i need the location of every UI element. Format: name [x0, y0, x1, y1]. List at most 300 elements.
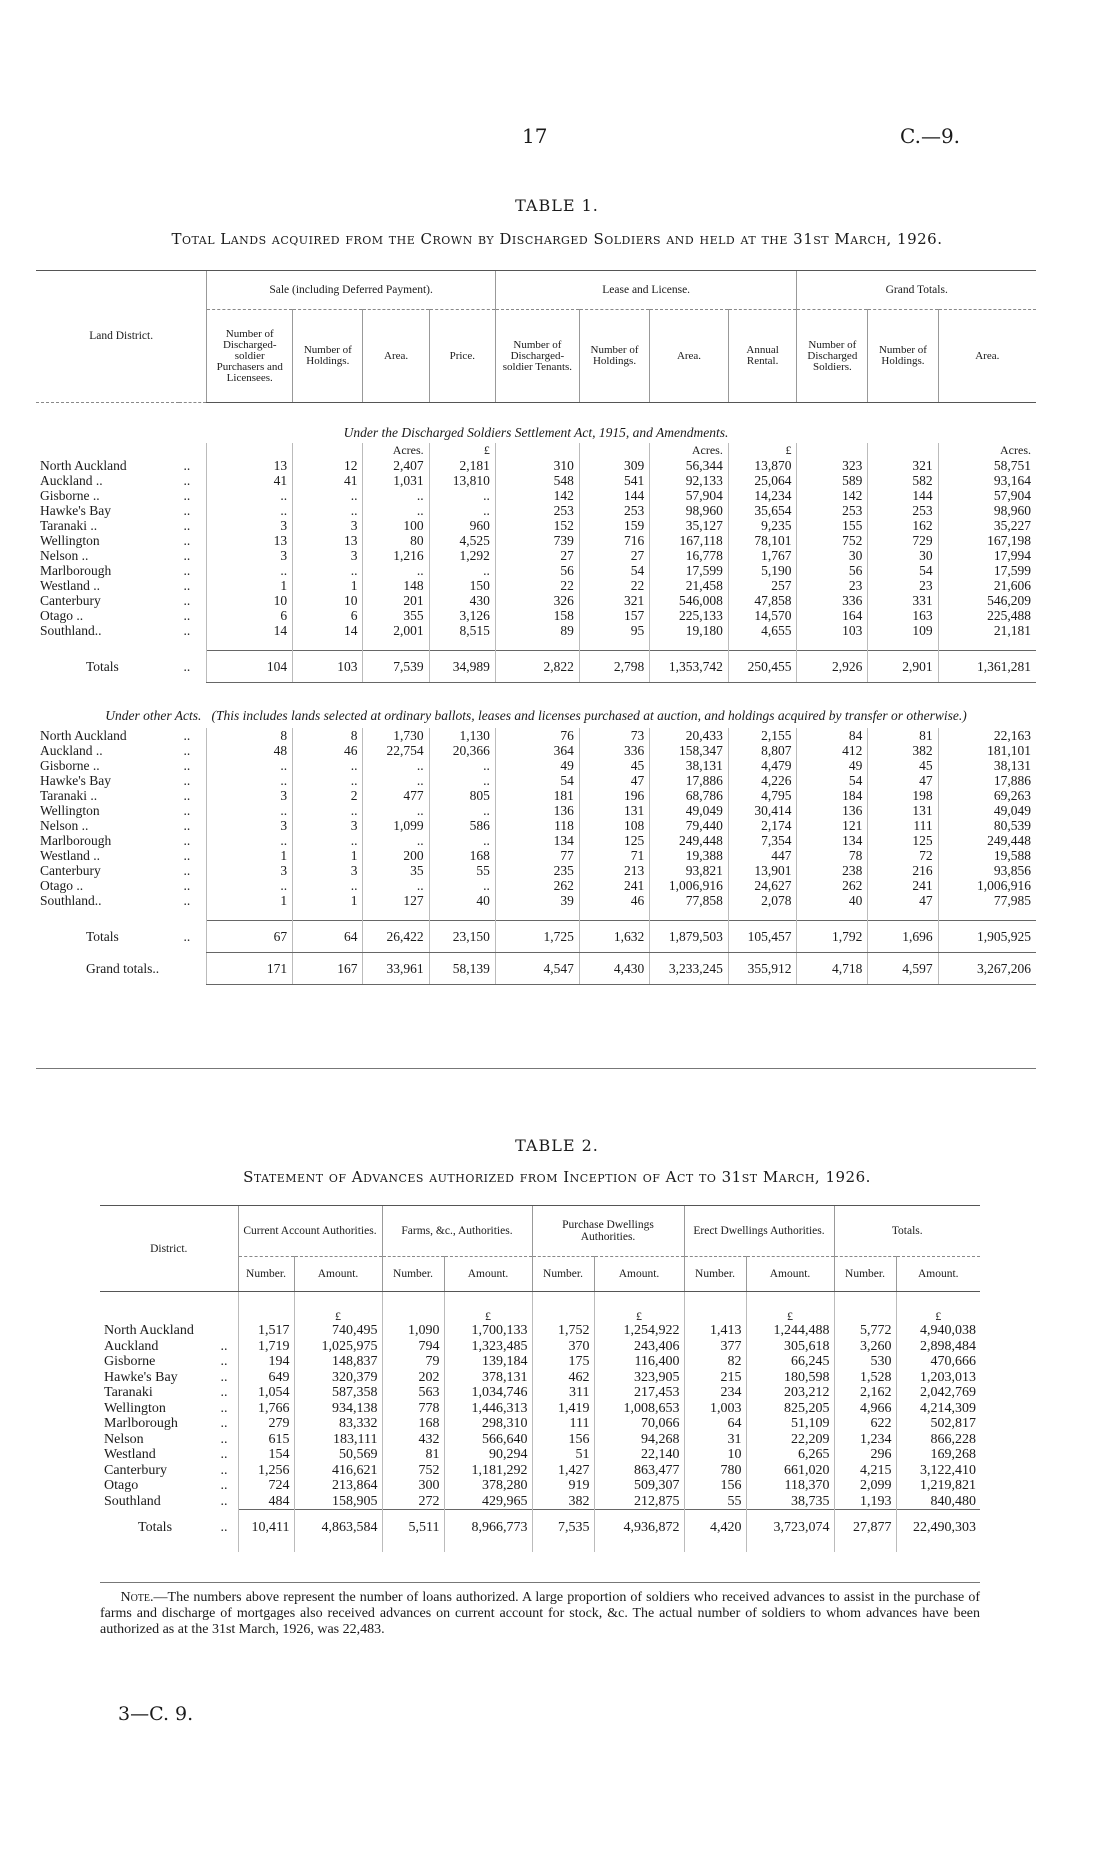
unit-pounds: £	[429, 443, 495, 458]
value-cell: 144	[579, 488, 649, 503]
col-lease-tenants: Number of Discharged-soldier Tenants.	[495, 310, 579, 403]
section1-heading: Under the Discharged Soldiers Settlement Act, 1915, and Amendments.	[343, 425, 729, 440]
value-cell: 234	[684, 1385, 746, 1401]
value-cell: ..	[293, 488, 363, 503]
table1-bottom-rule	[36, 1068, 1036, 1069]
value-cell: 5,190	[728, 563, 797, 578]
value-cell: 38,131	[650, 758, 729, 773]
value-cell: 321	[868, 458, 938, 473]
value-cell: 4,936,872	[594, 1510, 684, 1552]
value-cell: 134	[797, 833, 868, 848]
table-cell	[834, 1292, 896, 1324]
value-cell: 298,310	[444, 1416, 532, 1432]
section2-title: Under other Acts.	[105, 708, 202, 723]
value-cell: 477	[363, 788, 429, 803]
value-cell: 382	[868, 743, 938, 758]
value-cell: 331	[868, 593, 938, 608]
value-cell: 470,666	[896, 1354, 980, 1370]
table-row	[100, 1354, 980, 1370]
col-amount: Amount.	[896, 1257, 980, 1292]
value-cell: 1,752	[532, 1323, 594, 1339]
value-cell: 7,535	[532, 1510, 594, 1552]
value-cell: 1,130	[429, 728, 495, 743]
value-cell: 54	[797, 773, 868, 788]
unit-pounds: £	[746, 1292, 834, 1324]
table2-title: TABLE 2.	[515, 1136, 599, 1155]
value-cell: 2,898,484	[896, 1339, 980, 1355]
value-cell: 364	[495, 743, 579, 758]
value-cell: 79	[382, 1354, 444, 1370]
value-cell: 1,730	[363, 728, 429, 743]
value-cell: 76	[495, 728, 579, 743]
value-cell: 17,886	[650, 773, 729, 788]
value-cell: 378,280	[444, 1478, 532, 1494]
value-cell: 20,366	[429, 743, 495, 758]
value-cell: 30	[797, 548, 868, 563]
value-cell: 1,234	[834, 1432, 896, 1448]
value-cell: 144	[868, 488, 938, 503]
value-cell: 136	[495, 803, 579, 818]
value-cell: 13	[207, 533, 293, 548]
value-cell: 1,696	[868, 921, 938, 953]
value-cell: 158,905	[294, 1494, 382, 1510]
value-cell: 175	[532, 1354, 594, 1370]
value-cell: 1,181,292	[444, 1463, 532, 1479]
value-cell: 8,807	[728, 743, 797, 758]
table-cell	[684, 1292, 746, 1324]
value-cell: 3	[207, 788, 293, 803]
leader-dots: ..	[183, 533, 191, 548]
value-cell: 4,215	[834, 1463, 896, 1479]
value-cell: 80,539	[938, 818, 1036, 833]
leader-dots: ..	[183, 473, 191, 488]
value-cell: 167,118	[650, 533, 729, 548]
value-cell: 3,723,074	[746, 1510, 834, 1552]
table-row	[36, 503, 1036, 518]
row-label-text: Gisborne	[104, 1354, 156, 1369]
row-label: Grand totals..	[86, 961, 160, 976]
table-row	[36, 533, 1036, 548]
value-cell: 243,406	[594, 1339, 684, 1355]
value-cell: 71	[579, 848, 649, 863]
value-cell: 111	[532, 1416, 594, 1432]
value-cell: 6,265	[746, 1447, 834, 1463]
value-cell: 201	[363, 593, 429, 608]
value-cell: 10	[684, 1447, 746, 1463]
totals-row	[100, 1510, 980, 1552]
value-cell: 156	[684, 1478, 746, 1494]
value-cell: 805	[429, 788, 495, 803]
leader-dots: ..	[220, 1385, 228, 1400]
value-cell: 51	[532, 1447, 594, 1463]
value-cell: 19,180	[650, 623, 729, 638]
unit-pounds: £	[896, 1292, 980, 1324]
value-cell: 41	[293, 473, 363, 488]
value-cell: 3	[207, 818, 293, 833]
table-row	[36, 608, 1036, 623]
value-cell: 47	[579, 773, 649, 788]
value-cell: 2,042,769	[896, 1385, 980, 1401]
value-cell: 3,267,206	[938, 953, 1036, 985]
totals-row	[36, 921, 1036, 953]
value-cell: 68,786	[650, 788, 729, 803]
col-sale-price: Price.	[429, 310, 495, 403]
value-cell: 253	[868, 503, 938, 518]
value-cell: 22	[495, 578, 579, 593]
value-cell: 1,031	[363, 473, 429, 488]
page-reference: C.—9.	[900, 124, 961, 148]
value-cell: 2,926	[797, 651, 868, 683]
unit-pounds: £	[294, 1292, 382, 1324]
table-row	[100, 1385, 980, 1401]
value-cell: 104	[207, 651, 293, 683]
value-cell: 8	[207, 728, 293, 743]
value-cell: 194	[238, 1354, 294, 1370]
table-row	[36, 893, 1036, 908]
value-cell: 200	[363, 848, 429, 863]
table-row	[36, 488, 1036, 503]
table1-lands-acquired	[36, 270, 1036, 985]
value-cell: 35,227	[938, 518, 1036, 533]
leader-dots: ..	[183, 743, 191, 758]
value-cell: 38,735	[746, 1494, 834, 1510]
value-cell: 1,216	[363, 548, 429, 563]
value-cell: 48	[207, 743, 293, 758]
value-cell: 4,940,038	[896, 1323, 980, 1339]
value-cell: 46	[579, 893, 649, 908]
value-cell: 22,163	[938, 728, 1036, 743]
value-cell: ..	[429, 563, 495, 578]
row-label	[100, 1370, 238, 1386]
value-cell: 649	[238, 1370, 294, 1386]
group-current-account: Current Account Authorities.	[238, 1206, 382, 1257]
value-cell: 57,904	[650, 488, 729, 503]
value-cell: 81	[382, 1447, 444, 1463]
row-label	[100, 1385, 238, 1401]
value-cell: 58,139	[429, 953, 495, 985]
value-cell: 47	[868, 893, 938, 908]
table-row	[100, 1447, 980, 1463]
value-cell: 202	[382, 1370, 444, 1386]
value-cell: ..	[363, 878, 429, 893]
row-label: Nelson ..	[40, 548, 89, 563]
value-cell: 154	[238, 1447, 294, 1463]
table-row	[36, 578, 1036, 593]
value-cell: 13,810	[429, 473, 495, 488]
value-cell: 311	[532, 1385, 594, 1401]
table2-advances	[100, 1205, 980, 1552]
table-row	[100, 1401, 980, 1417]
table-row	[36, 803, 1036, 818]
value-cell: 1,632	[579, 921, 649, 953]
value-cell: 47	[868, 773, 938, 788]
table-row	[36, 458, 1036, 473]
value-cell: 35	[363, 863, 429, 878]
value-cell: 825,205	[746, 1401, 834, 1417]
value-cell: 73	[579, 728, 649, 743]
table-row	[36, 473, 1036, 488]
value-cell: 2,822	[495, 651, 579, 683]
value-cell: 180,598	[746, 1370, 834, 1386]
col-number: Number.	[382, 1257, 444, 1292]
table-row	[36, 758, 1036, 773]
value-cell: 27	[579, 548, 649, 563]
row-label: Totals	[86, 659, 119, 674]
value-cell: 23,150	[429, 921, 495, 953]
value-cell: 382	[532, 1494, 594, 1510]
value-cell: 19,588	[938, 848, 1036, 863]
value-cell: 257	[728, 578, 797, 593]
value-cell: 41	[207, 473, 293, 488]
row-label	[100, 1354, 238, 1370]
value-cell: 83,332	[294, 1416, 382, 1432]
value-cell: 79,440	[650, 818, 729, 833]
value-cell: 4,214,309	[896, 1401, 980, 1417]
leader-dots: ..	[183, 503, 191, 518]
value-cell: 863,477	[594, 1463, 684, 1479]
page-header	[0, 124, 1114, 154]
value-cell: 157	[579, 608, 649, 623]
value-cell: 40	[429, 893, 495, 908]
value-cell: 78	[797, 848, 868, 863]
value-cell: 14,570	[728, 608, 797, 623]
value-cell: 1	[293, 578, 363, 593]
value-cell: 216	[868, 863, 938, 878]
leader-dots: ..	[183, 458, 191, 473]
value-cell: 54	[579, 563, 649, 578]
value-cell: 5,511	[382, 1510, 444, 1552]
value-cell: 12	[293, 458, 363, 473]
value-cell: 51,109	[746, 1416, 834, 1432]
table-row	[100, 1370, 980, 1386]
leader-dots: ..	[183, 929, 191, 944]
value-cell: 336	[797, 593, 868, 608]
value-cell: ..	[293, 833, 363, 848]
section2-heading	[36, 683, 1036, 729]
value-cell: 1	[293, 893, 363, 908]
value-cell: 1	[293, 848, 363, 863]
value-cell: 249,448	[650, 833, 729, 848]
value-cell: 3	[293, 518, 363, 533]
value-cell: 3	[293, 818, 363, 833]
value-cell: 3	[293, 863, 363, 878]
value-cell: 54	[868, 563, 938, 578]
value-cell: 1,006,916	[938, 878, 1036, 893]
leader-dots: ..	[183, 818, 191, 833]
table-cell	[238, 1292, 294, 1324]
value-cell: 1,517	[238, 1323, 294, 1339]
value-cell: 167	[293, 953, 363, 985]
table-row	[36, 833, 1036, 848]
value-cell: 546,008	[650, 593, 729, 608]
col-amount: Amount.	[294, 1257, 382, 1292]
value-cell: 27,877	[834, 1510, 896, 1552]
leader-dots: ..	[183, 803, 191, 818]
value-cell: ..	[207, 488, 293, 503]
value-cell: 9,235	[728, 518, 797, 533]
value-cell: 3,126	[429, 608, 495, 623]
value-cell: 148,837	[294, 1354, 382, 1370]
value-cell: 2,099	[834, 1478, 896, 1494]
value-cell: 355	[363, 608, 429, 623]
value-cell: 320,379	[294, 1370, 382, 1386]
value-cell: 1,090	[382, 1323, 444, 1339]
value-cell: 127	[363, 893, 429, 908]
value-cell: 661,020	[746, 1463, 834, 1479]
value-cell: 1,219,821	[896, 1478, 980, 1494]
value-cell: ..	[363, 833, 429, 848]
row-label-text: Taranaki	[104, 1385, 153, 1400]
row-label: Otago ..	[40, 608, 84, 623]
value-cell: 1,006,916	[650, 878, 729, 893]
row-label: Hawke's Bay	[40, 773, 112, 788]
value-cell: 566,640	[444, 1432, 532, 1448]
value-cell: 77,858	[650, 893, 729, 908]
value-cell: 2,901	[868, 651, 938, 683]
value-cell: ..	[293, 773, 363, 788]
value-cell: 1,905,925	[938, 921, 1036, 953]
row-label-text: Canterbury	[104, 1462, 167, 1478]
leader-dots: ..	[220, 1519, 228, 1535]
row-label: Canterbury	[40, 593, 101, 608]
value-cell: 1,719	[238, 1339, 294, 1355]
value-cell: 272	[382, 1494, 444, 1510]
value-cell: 56	[495, 563, 579, 578]
value-cell: 586	[429, 818, 495, 833]
value-cell: ..	[363, 773, 429, 788]
value-cell: 93,164	[938, 473, 1036, 488]
value-cell: 1,413	[684, 1323, 746, 1339]
row-label: Taranaki ..	[40, 788, 98, 803]
value-cell: 14	[207, 623, 293, 638]
value-cell: 582	[868, 473, 938, 488]
value-cell: 1,292	[429, 548, 495, 563]
leader-dots: ..	[183, 518, 191, 533]
value-cell: 183,111	[294, 1432, 382, 1448]
value-cell: 8	[293, 728, 363, 743]
value-cell: ..	[207, 833, 293, 848]
row-label: Gisborne ..	[40, 488, 100, 503]
table-row	[100, 1463, 980, 1479]
value-cell: 589	[797, 473, 868, 488]
value-cell: 752	[797, 533, 868, 548]
leader-dots: ..	[220, 1354, 228, 1369]
value-cell: 39	[495, 893, 579, 908]
value-cell: 1,203,013	[896, 1370, 980, 1386]
value-cell: 150	[429, 578, 495, 593]
unit-acres: Acres.	[650, 443, 729, 458]
value-cell: 142	[797, 488, 868, 503]
value-cell: 35,127	[650, 518, 729, 533]
value-cell: ..	[363, 758, 429, 773]
row-label-text: Nelson	[104, 1431, 144, 1447]
row-label	[100, 1339, 238, 1355]
value-cell: 3,122,410	[896, 1463, 980, 1479]
row-label: Marlborough	[40, 833, 112, 848]
col-number: Number.	[238, 1257, 294, 1292]
value-cell: 14	[293, 623, 363, 638]
row-label-text: Wellington	[104, 1400, 166, 1416]
value-cell: 55	[684, 1494, 746, 1510]
value-cell: 1,528	[834, 1370, 896, 1386]
value-cell: ..	[363, 563, 429, 578]
leader-dots: ..	[183, 878, 191, 893]
row-label	[100, 1510, 238, 1552]
value-cell: 21,606	[938, 578, 1036, 593]
row-label-text: Otago	[104, 1478, 139, 1493]
value-cell: 82	[684, 1354, 746, 1370]
value-cell: ..	[207, 803, 293, 818]
value-cell: 241	[579, 878, 649, 893]
value-cell: 249,448	[938, 833, 1036, 848]
table-row	[36, 563, 1036, 578]
leader-dots: ..	[183, 893, 191, 908]
value-cell: 4,655	[728, 623, 797, 638]
value-cell: 64	[293, 921, 363, 953]
leader-dots: ..	[183, 608, 191, 623]
value-cell: 92,133	[650, 473, 729, 488]
value-cell: 49	[495, 758, 579, 773]
value-cell: 152	[495, 518, 579, 533]
value-cell: 4,525	[429, 533, 495, 548]
value-cell: 169,268	[896, 1447, 980, 1463]
value-cell: 35,654	[728, 503, 797, 518]
value-cell: 1,025,975	[294, 1339, 382, 1355]
table-row	[36, 623, 1036, 638]
value-cell: 241	[868, 878, 938, 893]
value-cell: 46	[293, 743, 363, 758]
value-cell: 21,458	[650, 578, 729, 593]
table-row	[36, 773, 1036, 788]
value-cell: 326	[495, 593, 579, 608]
value-cell: 1,054	[238, 1385, 294, 1401]
row-label: Auckland ..	[40, 743, 103, 758]
value-cell: 93,821	[650, 863, 729, 878]
value-cell: 156	[532, 1432, 594, 1448]
value-cell: 3	[207, 548, 293, 563]
value-cell: 13,901	[728, 863, 797, 878]
table-row	[36, 743, 1036, 758]
col-amount: Amount.	[594, 1257, 684, 1292]
leader-dots: ..	[220, 1478, 228, 1493]
value-cell: 6	[207, 608, 293, 623]
value-cell: 22	[579, 578, 649, 593]
value-cell: ..	[207, 563, 293, 578]
row-label	[100, 1463, 238, 1479]
value-cell: ..	[293, 503, 363, 518]
value-cell: 118,370	[746, 1478, 834, 1494]
value-cell: 103	[797, 623, 868, 638]
value-cell: 125	[868, 833, 938, 848]
value-cell: 2,174	[728, 818, 797, 833]
value-cell: ..	[429, 773, 495, 788]
value-cell: 724	[238, 1478, 294, 1494]
value-cell: 4,597	[868, 953, 938, 985]
row-label: Gisborne ..	[40, 758, 100, 773]
value-cell: ..	[363, 503, 429, 518]
value-cell: ..	[363, 488, 429, 503]
value-cell: 323,905	[594, 1370, 684, 1386]
table2-bottom-rule	[100, 1582, 980, 1583]
value-cell: 98,960	[650, 503, 729, 518]
value-cell: 447	[728, 848, 797, 863]
leader-dots: ..	[183, 728, 191, 743]
value-cell: 33,961	[363, 953, 429, 985]
row-label: Nelson ..	[40, 818, 89, 833]
value-cell: 181,101	[938, 743, 1036, 758]
value-cell: 238	[797, 863, 868, 878]
col-grand-holdings: Number of Holdings.	[868, 310, 938, 403]
